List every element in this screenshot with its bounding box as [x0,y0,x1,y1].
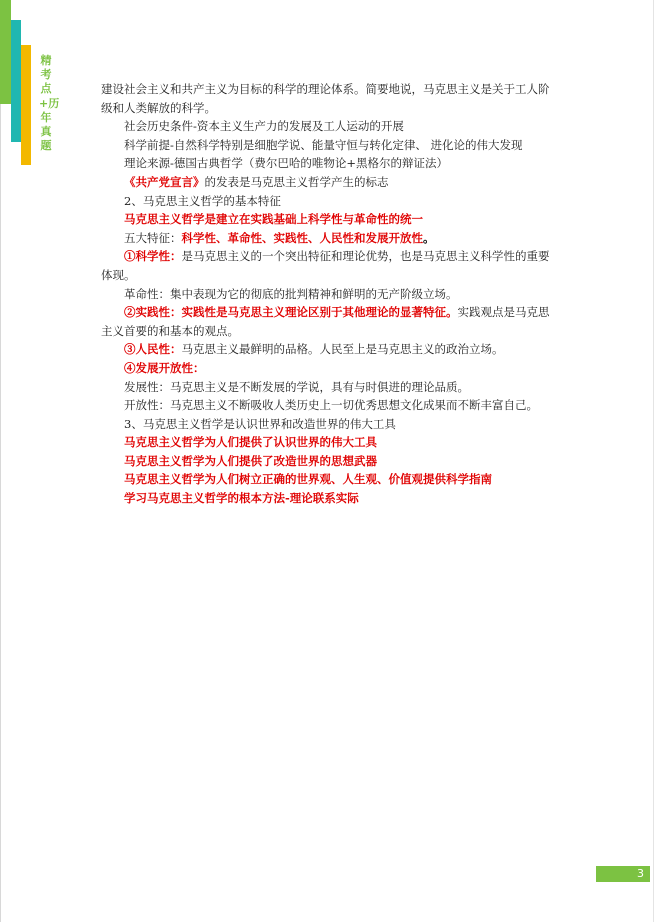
paragraph: 发展性：马克思主义是不断发展的学说，具有与时俱进的理论品质。 [124,379,469,394]
paragraph: 社会历史条件-资本主义生产力的发展及工人运动的开展 [124,119,404,134]
body-text: 是马克思主义的一个突出特征和理论优势，也是马克思主义科学性的重要体现。 [101,249,550,282]
highlight-paragraph: 马克思主义哲学是建立在实践基础上科学性与革命性的统一 [124,212,423,227]
paragraph [101,229,556,248]
body-text: 实践观点是马克思主义首要的和基本的观点。 [101,305,550,338]
body-text: 马克思主义最鲜明的品格。人民至上是马克思主义的政治立场。 [181,342,504,357]
highlight-paragraph: 马克思主义哲学为人们提供了认识世界的伟大工具 [124,435,377,450]
decor-bar-green [0,0,11,104]
page-number: 3 [596,866,650,882]
paragraph [101,247,556,284]
highlight-paragraph: 马克思主义哲学为人们树立正确的世界观、人生观、价值观提供科学指南 [124,472,492,487]
highlight-text: ②实践性：实践性是马克思主义理论区别于其他理论的显著特征。 [124,305,458,320]
highlight-text: 科学性、革命性、实践性、人民性和发展开放性 [181,230,423,245]
paragraph: 开放性：马克思主义不断吸收人类历史上一切优秀思想文化成果而不断丰富自己。 [124,398,538,413]
body-text: 的发表是马克思主义哲学产生的标志 [204,174,389,189]
paragraph: 建设社会主义和共产主义为目标的科学的理论体系。简要地说，马克思主义是关于工人阶级和人类解放的科学。 [101,82,550,115]
paragraph: 革命性：集中表现为它的彻底的批判精神和鲜明的无产阶级立场。 [124,286,458,301]
paragraph [101,303,556,340]
paragraph [101,173,556,192]
body-text: 五大特征： [124,230,182,245]
document-body [101,80,556,508]
highlight-text: ①科学性： [124,249,182,264]
highlight-text: ③人民性： [124,342,182,357]
paragraph: 科学前提-自然科学特别是细胞学说、能量守恒与转化定律、 进化论的伟大发现 [124,137,523,152]
decor-bar-teal [11,20,21,142]
highlight-paragraph: 马克思主义哲学为人们提供了改造世界的思想武器 [124,453,377,468]
highlight-paragraph: ④发展开放性： [124,360,205,375]
highlight-paragraph: 学习马克思主义哲学的根本方法-理论联系实际 [124,491,359,506]
page-left-border [0,0,1,922]
section-heading: 3、马克思主义哲学是认识世界和改造世界的伟大工具 [124,416,396,431]
section-heading: 2、马克思主义哲学的基本特征 [124,193,281,208]
decor-bar-yellow [21,45,31,165]
highlight-text: 《共产党宣言》 [124,174,205,189]
paragraph: 理论来源-德国古典哲学（费尔巴哈的唯物论+黑格尔的辩证法） [124,156,449,171]
body-text: 。 [423,230,435,245]
paragraph [101,340,556,359]
sidebar-title: 精考点+历年真题 [39,54,60,153]
